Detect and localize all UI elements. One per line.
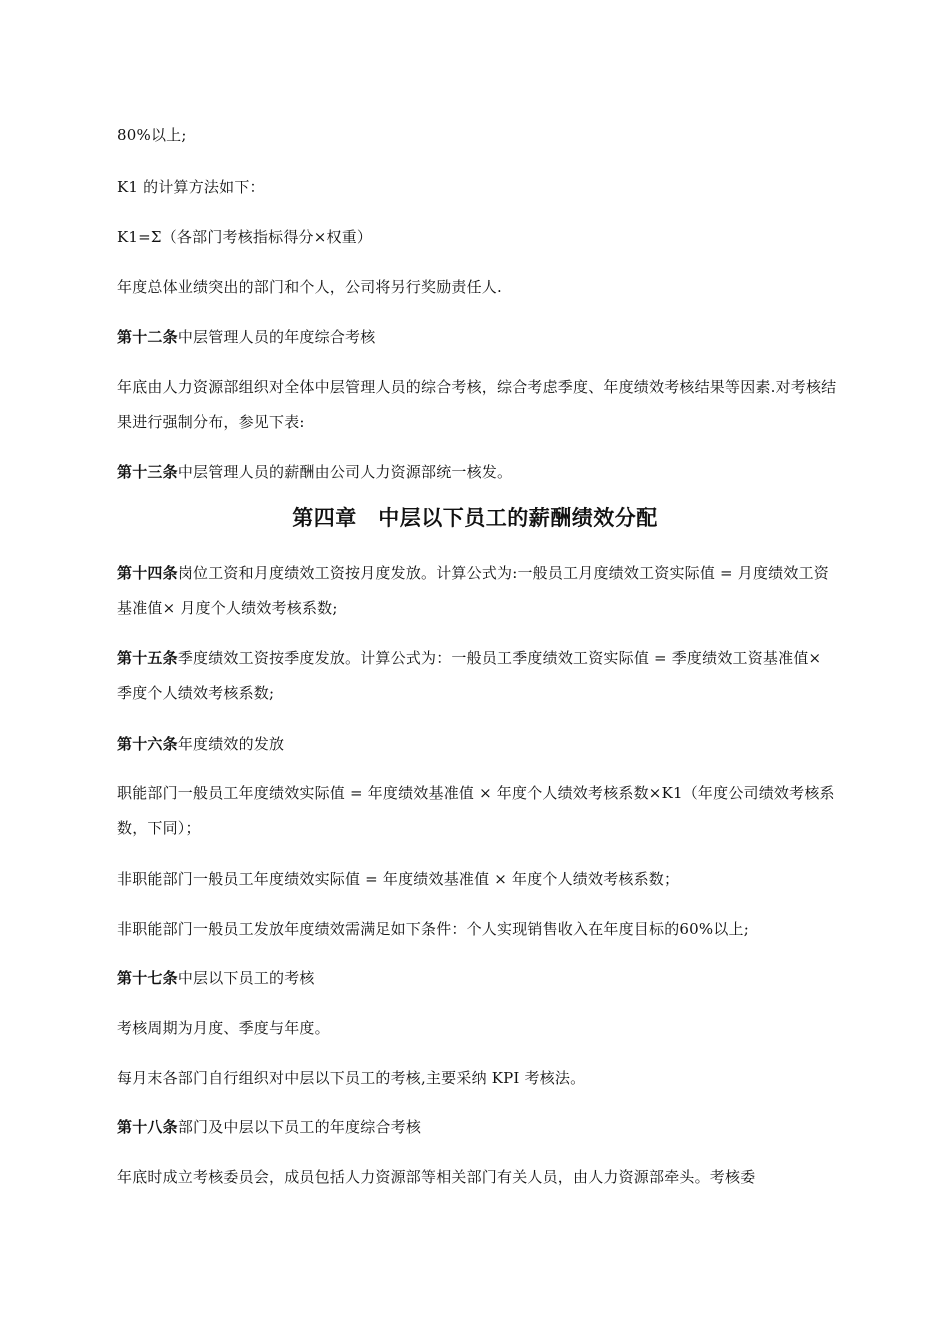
- article-17: [117, 961, 837, 996]
- article-12: [117, 320, 837, 355]
- article-12-label: 第十二条: [117, 328, 178, 346]
- paragraph-review-cycle: 考核周期为月度、季度与年度。: [117, 1019, 330, 1037]
- article-14: [117, 556, 837, 626]
- article-13: [117, 455, 837, 490]
- article-14-text: 岗位工资和月度绩效工资按月度发放。计算公式为:一般员工月度绩效工资实际值 = 月度绩效工资基准值× 月度个人绩效考核系数;: [117, 564, 829, 617]
- paragraph-functional-annual: 职能部门一般员工年度绩效实际值 = 年度绩效基准值 × 年度个人绩效考核系数×K1（年度公司绩效考核系数，下同）；: [117, 784, 835, 837]
- article-16: [117, 727, 837, 762]
- paragraph-monthly-kpi: 每月末各部门自行组织对中层以下员工的考核,主要采纳 KPI 考核法。: [117, 1069, 586, 1087]
- paragraph-committee: 年底时成立考核委员会，成员包括人力资源部等相关部门有关人员，由人力资源部牵头。考核委: [117, 1168, 756, 1186]
- article-16-text: 年度绩效的发放: [177, 735, 285, 753]
- article-12-text: 中层管理人员的年度综合考核: [177, 328, 376, 346]
- article-16-label: 第十六条: [117, 735, 178, 753]
- article-18: [117, 1110, 837, 1145]
- paragraph-nonfunctional-condition: 非职能部门一般员工发放年度绩效需满足如下条件：个人实现销售收入在年度目标的60%以上;: [117, 920, 749, 938]
- article-17-text: 中层以下员工的考核: [177, 969, 315, 987]
- paragraph-middle-mgmt-review: 年底由人力资源部组织对全体中层管理人员的综合考核，综合考虑季度、年度绩效考核结果等因素.对考核结果进行强制分布，参见下表:: [117, 378, 837, 431]
- paragraph-k1-formula: K1=Σ（各部门考核指标得分×权重）: [117, 228, 373, 246]
- article-18-label: 第十八条: [117, 1118, 178, 1136]
- article-17-label: 第十七条: [117, 969, 178, 987]
- article-14-label: 第十四条: [117, 564, 178, 582]
- article-18-text: 部门及中层以下员工的年度综合考核: [177, 1118, 422, 1136]
- article-15-text: 季度绩效工资按季度发放。计算公式为：一般员工季度绩效工资实际值 = 季度绩效工资基准值× 季度个人绩效考核系数;: [117, 649, 822, 702]
- article-15-label: 第十五条: [117, 649, 178, 667]
- chapter-title: 第四章 中层以下员工的薪酬绩效分配: [292, 505, 658, 530]
- paragraph-annual-reward: 年度总体业绩突出的部门和个人，公司将另行奖励责任人.: [117, 278, 502, 296]
- article-15: [117, 641, 837, 711]
- paragraph-80-percent: 80%以上;: [117, 126, 187, 144]
- paragraph-k1-method: K1 的计算方法如下：: [117, 178, 265, 196]
- article-13-label: 第十三条: [117, 463, 178, 481]
- article-13-text: 中层管理人员的薪酬由公司人力资源部统一核发。: [177, 463, 513, 481]
- paragraph-nonfunctional-annual: 非职能部门一般员工年度绩效实际值 = 年度绩效基准值 × 年度个人绩效考核系数；: [117, 870, 680, 888]
